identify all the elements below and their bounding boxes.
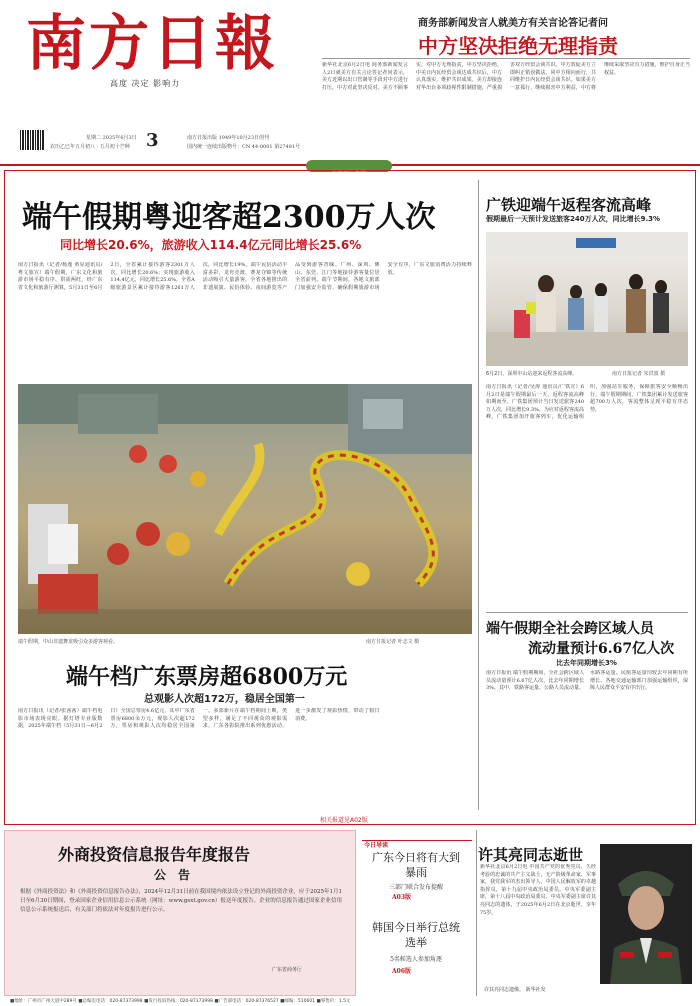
cross-region-subhead: 比去年同期增长3%	[556, 659, 617, 667]
top-story-kicker: 商务部新闻发言人就美方有关言论答记者问	[418, 18, 608, 29]
ad-title: 外商投资信息报告年度报告	[58, 845, 251, 864]
railway-subhead: 假期最后一天预计发送旅客240万人次，同比增长9.3%	[486, 215, 661, 223]
masthead-cn: 国内统一连续出版物号：CN 44-0001 第27481号	[187, 144, 301, 150]
station-photo-caption: 6月2日，深圳中山站迎来返程客流高峰。	[486, 371, 578, 377]
related-reports-label: 相关报道见A02版	[316, 815, 372, 824]
barcode-icon	[20, 130, 44, 150]
guide-item-2-title[interactable]: 韩国今日举行总统选举	[372, 921, 460, 949]
guide-item-1-page[interactable]: A03版	[392, 894, 412, 901]
guide-item-2-sub: 5名候选人参加角逐	[390, 956, 442, 963]
cross-region-headline: 端午假期全社会跨区域人员	[486, 621, 654, 637]
right-column-divider	[478, 180, 479, 810]
railway-headline: 广铁迎端午返程客流高峰	[486, 196, 652, 214]
guide-item-1-title[interactable]: 广东今日将有大到暴雨	[372, 851, 460, 879]
box-office-headline: 端午档广东票房超6800万元	[66, 664, 348, 690]
cross-region-headline-2: 流动量预计6.67亿人次	[528, 641, 675, 657]
box-office-subhead: 总观影人次超172万，稳居全国第一	[144, 694, 305, 705]
obituary-headline: 许其亮同志逝世	[478, 846, 584, 864]
main-story-body: 南方日报讯（记者/杨逸 黄显通讯员/粤文旅宣）端午假期，广东文化和旅游市场平稳有序、供需两旺。经广东省文化和旅游厅测算，5月31日至6月2日，全省累计接待游客2301万人次，同比增长20.6%；实现旅游收入114.4亿元，同比增长25.6%。全省A级旅游景区累计接待游客1261万人次，同比增长19%。端午民俗活动丰富多彩，龙舟竞渡、赛龙夺锦等传统活动吸引大量游客，全省各地推出的非遗展演、民俗体验、夜间游览等产品受到游客青睐。广州、深圳、佛山、东莞、江门等地接待游客量位居全省前列。端午节期间，各地文旅部门加强安全监管，确保假期旅游市场安全有序，广东文旅消费活力持续释放。	[18, 262, 472, 291]
station-photo	[486, 232, 688, 366]
guide-item-2-page[interactable]: A06版	[392, 968, 412, 975]
dragon-dance-illustration	[18, 384, 472, 634]
ad-body: 根据《外商投资法》和《外商投资信息报告办法》，2024年12月31日前在我国境内依法设立登记的外商投资企业，应于2025年1月1日至6月30日期间，登录国家企业信用信息公示系统（网址：www.gsxt.gov.cn）报送年度报告。企业的信息报告通过国家企业信用信息公示系统报送后，有关部门将依法对年度报告进行公示。	[20, 889, 342, 913]
masthead-slogan: 高度 决定 影响力	[110, 79, 181, 88]
station-illustration	[486, 232, 688, 366]
top-story-headline: 中方坚决拒绝无理指责	[418, 34, 618, 58]
today-guide-header	[362, 832, 472, 849]
obituary-body: 新华社北京6月2日电 中国共产党的优秀党员，久经考验的忠诚的共产主义战士，无产阶级革命家、军事家，我党我军的杰出领导人，中国人民解放军的卓越指挥员，第十九届中央政治局委员、中央军委副主席，第十八届中央政治局委员、中央军委副主席许其亮同志的遗体，于2025年6月2日在北京逝世，享年75岁。	[480, 864, 596, 916]
newspaper-logo: 南方日報	[26, 9, 278, 79]
today-guide	[362, 830, 472, 996]
ad-subtitle: 公 告	[154, 868, 191, 882]
station-photo-credit: 南方日报记者 朱洪波 摄	[612, 371, 666, 377]
main-subhead: 同比增长20.6%，旅游收入114.4亿元同比增长25.6%	[60, 238, 362, 252]
main-photo-credit: 南方日报记者 叶志文 摄	[366, 639, 420, 645]
masthead-lunar: 农历乙巳年五月初八 · 五月初十芒种	[50, 144, 130, 150]
main-headline: 端午假期粤迎客超2300万人次	[22, 200, 436, 235]
page-footer: ■地址：广州市广州大道中289号 ■总编室电话：020-87373998 ■发行投诉热线：020-87373998 ■广告部电话：020-87376527 ■邮编：510601 ■零售价：1.5元	[10, 999, 351, 1004]
dragon-dance-photo	[18, 384, 472, 634]
box-office-body: 南方日报讯（记者/张茜茜）端午档电影市场表现亮眼。据灯塔专业版数据，2025年端午档（5月31日—6月2日）全国总票房4.6亿元，其中广东省票房6800余万元，观影人次超172万，票房和观影人次均稳居全国第一。多部新片在端午档期间上映，类型多样，满足了不同观众的观影需求。广东各影院推出系列优惠活动，进一步激发了观影热情，带动了假日消费。	[18, 708, 380, 730]
masthead-issue: 南方日报出版 1949年10月23日创刊	[187, 135, 270, 141]
section-banner-label: 关注端午假期	[330, 170, 367, 177]
today-guide-label: 今日导读	[364, 842, 389, 849]
top-story-rule	[322, 58, 690, 59]
top-story-body: 新华社北京6月2日电 商务部新闻发言人2日就美方有关言论答记者问表示，美方近期以出口管制等手段对中方进行打压，中方对此坚决反对。美方不顾事实，对中方无理指责，中方坚决拒绝。中美日内瓦经贸会谈达成共识后，中方认真落实，维护共识成果。美方却接连对华出台多项歧视性限制措施，严重损害双方经贸会谈共识。中方敦促美方立即纠正错误做法，同中方相向而行，共同维护日内瓦经贸会谈共识。如果美方一意孤行，继续损害中方利益，中方将继续采取坚决有力措施，维护自身正当权益。	[322, 62, 690, 91]
obituary-sign: 许其亮同志遗像。 新华社发	[484, 987, 546, 993]
railway-body: 南方日报讯（记者/吴涛 通讯员/广铁宣）6月2日是端午假期最后一天，返程客流高峰如期而至。广铁集团预计当日发送旅客240万人次，同比增长9.3%。为应对返程客流高峰，广铁集团加开旅客列车，优化运输组织，加强站车服务，保障旅客安全顺畅出行。端午假期期间，广铁集团累计发送旅客超700万人次，客流整体呈现平稳有序态势。	[486, 384, 688, 421]
guide-item-1-sub: 三部门联合发布提醒	[388, 884, 443, 891]
main-photo-caption: 端午假期，中山非遗舞龙吸引众多游客观看。	[18, 639, 119, 645]
ad-sign: 广东省商务厅	[272, 967, 303, 973]
cross-region-rule	[486, 612, 688, 613]
portrait-illustration	[600, 844, 692, 984]
masthead-date: 星期二 2025年6月3日	[86, 135, 137, 141]
page-number: 3	[146, 130, 159, 151]
cross-region-body: 南方日报讯 端午假期期间，全社会跨区域人员流动量预计6.67亿人次，比去年同期增长3%。其中，铁路客运量、公路人员流动量、水路客运量、民航客运量均较去年同期有所增长。各地交通运输部门加强运输组织，保障人民群众平安有序出行。	[486, 670, 688, 692]
obituary-portrait	[600, 844, 692, 984]
